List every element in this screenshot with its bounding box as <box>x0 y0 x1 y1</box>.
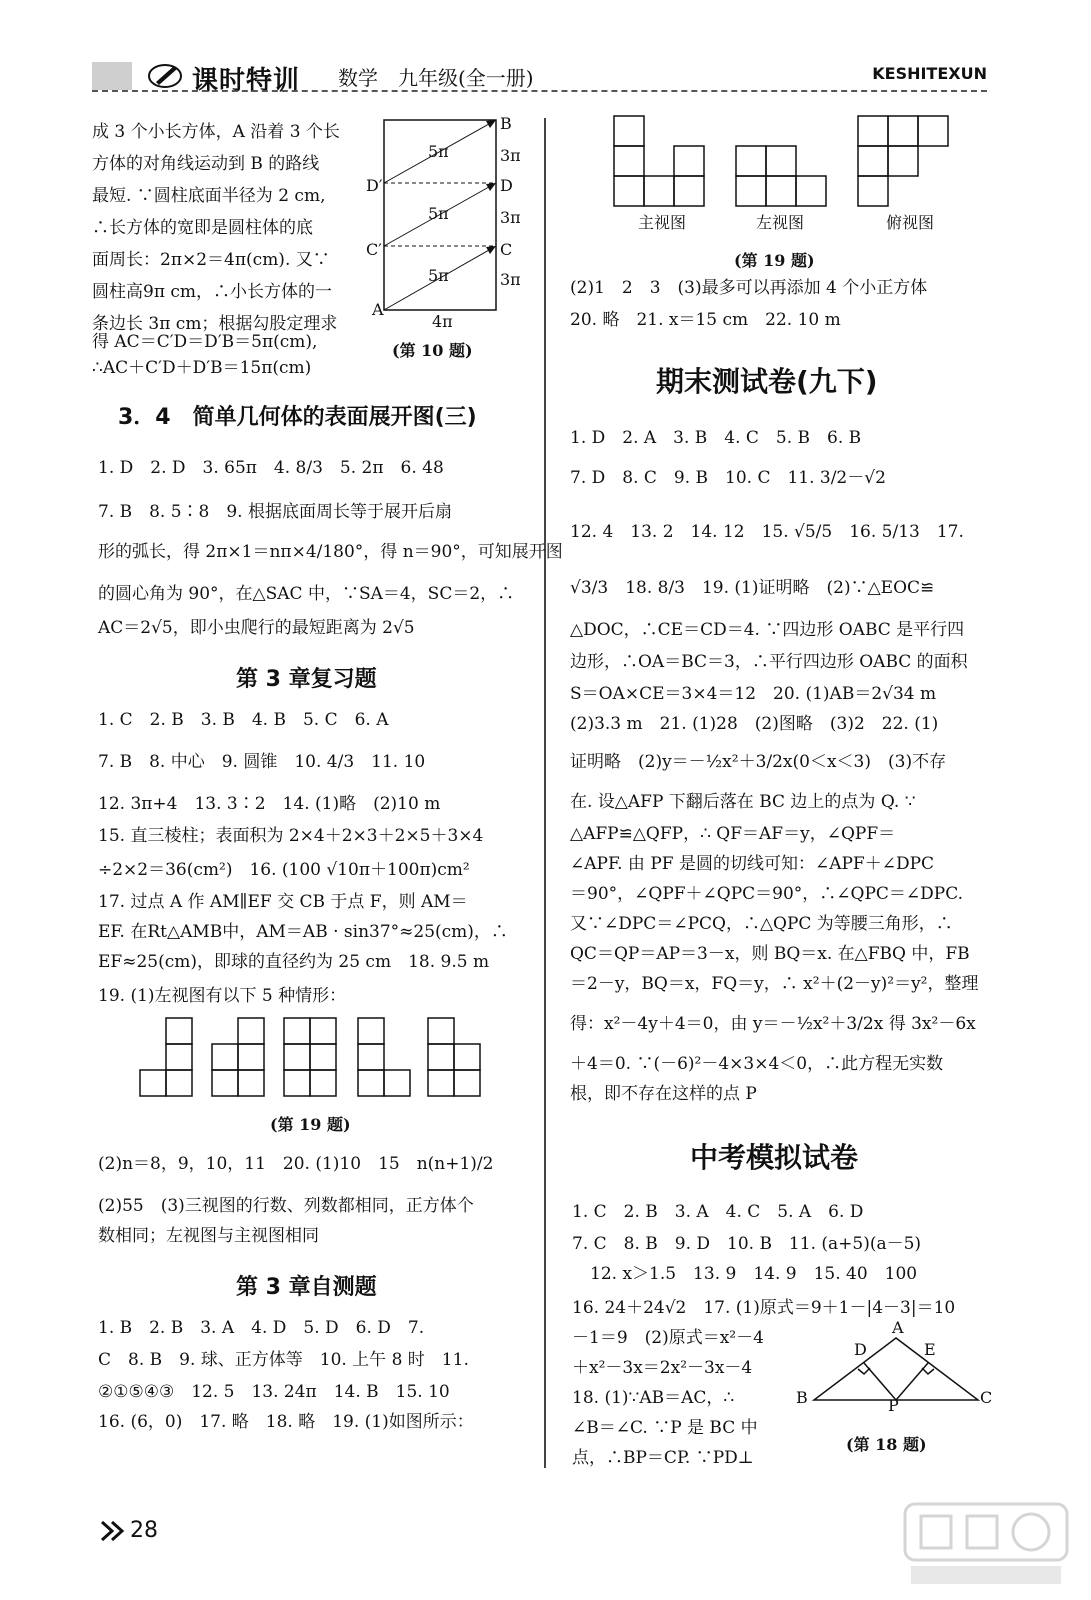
review-line: 1. C 2. B 3. B 4. B 5. C 6. A <box>98 710 389 730</box>
view-label: 左视图 <box>756 213 805 232</box>
fig10-caption: (第 10 题) <box>392 341 473 360</box>
review-line: EF. 在Rt△AMB中，AM＝AB · sin37°≈25(cm)，∴ <box>98 922 508 942</box>
fig18-label: A <box>892 1318 904 1337</box>
final-line: S＝OA×CE＝3×4＝12 20. (1)AB＝2√34 m <box>570 684 937 704</box>
final-line: (2)3.3 m 21. (1)28 (2)图略 (3)2 22. (1) <box>570 714 939 734</box>
review-after-line: (2)n＝8，9，10，11 20. (1)10 15 n(n+1)/2 <box>98 1154 494 1174</box>
review-line: 7. B 8. 中心 9. 圆锥 10. 4/3 11. 10 <box>98 752 426 772</box>
fig10-label: B <box>500 114 512 133</box>
fig18-label: C <box>980 1388 993 1407</box>
fig10-label: D′ <box>366 176 383 195</box>
final-line: ＝2－y，BQ＝x，FQ＝y，∴ x²＋(2－y)²＝y²，整理 <box>570 974 979 994</box>
sec34-line: 形的弧长，得 2π×1＝nπ×4/180°，得 n＝90°，可知展开图 <box>98 542 563 562</box>
column-divider <box>544 118 546 1468</box>
review-line: EF≈25(cm)，即球的直径约为 25 cm 18. 9.5 m <box>98 952 490 972</box>
fig10-label: 5π <box>428 266 449 285</box>
selftest-title: 第 3 章自测题 <box>236 1275 377 1300</box>
review-line: 15. 直三棱柱；表面积为 2×4＋2×3＋2×5＋3×4 <box>98 826 484 846</box>
fig18-caption: (第 18 题) <box>846 1435 927 1454</box>
fig10-label: C′ <box>366 240 382 259</box>
sec34-line: 1. D 2. D 3. 65π 4. 8/3 5. 2π 6. 48 <box>98 458 444 478</box>
p10-line: 得 AC＝C′D＝D′B＝5π(cm), <box>92 332 318 352</box>
header-gray-box <box>92 62 132 90</box>
review-line: ÷2×2＝36(cm²) 16. (100 √10π＋100π)cm² <box>98 860 470 880</box>
fig18-label: B <box>796 1388 808 1407</box>
page-arrow-icon <box>100 1520 126 1542</box>
figure-19-left-views <box>138 1016 508 1100</box>
final-line: 边形，∴OA＝BC＝3，∴平行四边形 OABC 的面积 <box>570 652 968 672</box>
fig19-right-caption: (第 19 题) <box>734 251 815 270</box>
watermark-logo-icon <box>901 1500 1071 1590</box>
mock-line: 点，∴BP＝CP. ∵PD⊥ <box>572 1448 754 1468</box>
final-line: 证明略 (2)y＝－½x²＋3/2x(0＜x＜3) (3)不存 <box>570 752 947 772</box>
sec34-line: AC＝2√5，即小虫爬行的最短距离为 2√5 <box>98 618 415 638</box>
selftest-line: C 8. B 9. 球、正方体等 10. 上午 8 时 11. <box>98 1350 469 1370</box>
pen-logo-icon <box>146 60 184 90</box>
mock-line: ＋x²－3x＝2x²－3x－4 <box>572 1358 753 1378</box>
after19-line: 20. 略 21. x＝15 cm 22. 10 m <box>570 310 841 330</box>
p10-line: 最短. ∵圆柱底面半径为 2 cm, <box>92 186 326 206</box>
mock-line: 16. 24＋24√2 17. (1)原式＝9＋1－|4－3|＝10 <box>572 1298 956 1318</box>
final-line: 7. D 8. C 9. B 10. C 11. 3/2－√2 <box>570 468 886 488</box>
sec34-line: 7. B 8. 5∶8 9. 根据底面周长等于展开后扇 <box>98 502 452 522</box>
selftest-line: 1. B 2. B 3. A 4. D 5. D 6. D 7. <box>98 1318 425 1338</box>
p10-line: 条边长 3π cm；根据勾股定理求 <box>92 314 338 334</box>
header-divider <box>92 90 987 92</box>
view-label: 俯视图 <box>886 213 935 232</box>
final-line: △AFP≌△QFP，∴ QF＝AF＝y，∠QPF＝ <box>570 824 896 844</box>
mock-line: 12. x＞1.5 13. 9 14. 9 15. 40 100 <box>590 1264 918 1284</box>
p10-line: ∴长方体的宽即是圆柱体的底 <box>92 218 313 238</box>
final-line: ∠APF. 由 PF 是圆的切线可知：∠APF＋∠DPC <box>570 854 935 874</box>
mock-title: 中考模拟试卷 <box>690 1141 859 1174</box>
header-subtitle: 数学 九年级(全一册) <box>338 66 534 90</box>
sec34-title: 3．4 简单几何体的表面展开图(三) <box>118 405 477 430</box>
final-line: 在. 设△AFP 下翻后落在 BC 边上的点为 Q. ∵ <box>570 792 916 812</box>
fig10-label: 4π <box>432 312 453 331</box>
fig18-label: D <box>854 1340 867 1359</box>
header-brand: 课时特训 <box>192 66 301 96</box>
fig19-left-caption: (第 19 题) <box>270 1115 351 1134</box>
mock-line: ∠B＝∠C. ∵P 是 BC 中 <box>572 1418 758 1438</box>
review-line: 19. (1)左视图有以下 5 种情形： <box>98 986 347 1006</box>
selftest-line: ②①⑤④③ 12. 5 13. 24π 14. B 15. 10 <box>98 1382 450 1402</box>
page-number: 28 <box>130 1518 158 1543</box>
sec34-line: 的圆心角为 90°，在△SAC 中，∵SA＝4，SC＝2，∴ <box>98 584 515 604</box>
review-after-line: 数相同；左视图与主视图相同 <box>98 1226 319 1246</box>
final-line: ＝90°，∠QPF＋∠QPC＝90°，∴∠QPC＝∠DPC. <box>570 884 964 904</box>
review-line: 12. 3π+4 13. 3∶2 14. (1)略 (2)10 m <box>98 794 441 814</box>
final-line: QC＝QP＝AP＝3－x，则 BQ＝x. 在△FBQ 中，FB <box>570 944 970 964</box>
fig18-label: E <box>924 1340 936 1359</box>
selftest-line: 16. (6，0) 17. 略 18. 略 19. (1)如图所示： <box>98 1412 474 1432</box>
fig10-label: A <box>372 300 384 319</box>
fig18-label: P <box>888 1396 899 1415</box>
final-line: 又∵∠DPC＝∠PCQ，∴△QPC 为等腰三角形，∴ <box>570 914 953 934</box>
view-label: 主视图 <box>638 213 687 232</box>
final-line: √3/3 18. 8/3 19. (1)证明略 (2)∵△EOC≌ <box>570 578 935 598</box>
fig10-label: 3π <box>500 208 521 227</box>
review-after-line: (2)55 (3)三视图的行数、列数都相同，正方体个 <box>98 1196 474 1216</box>
mock-line: －1＝9 (2)原式＝x²－4 <box>572 1328 764 1348</box>
final-line: 1. D 2. A 3. B 4. C 5. B 6. B <box>570 428 862 448</box>
final-line: △DOC，∴CE＝CD＝4. ∵四边形 OABC 是平行四 <box>570 620 965 640</box>
p10-line: 圆柱高9π cm，∴小长方体的一 <box>92 282 333 302</box>
fig10-label: 3π <box>500 146 521 165</box>
figure-19-three-views <box>610 114 960 214</box>
final-line: 根，即不存在这样的点 P <box>570 1084 757 1104</box>
final-line: 12. 4 13. 2 14. 12 15. √5/5 16. 5/13 17. <box>570 522 964 542</box>
p10-line: 成 3 个小长方体，A 沿着 3 个长 <box>92 122 340 142</box>
p10-line: 面周长：2π×2＝4π(cm). 又∵ <box>92 250 330 270</box>
fig10-label: 3π <box>500 270 521 289</box>
after19-line: (2)1 2 3 (3)最多可以再添加 4 个小正方体 <box>570 278 928 298</box>
final-title: 期末测试卷(九下) <box>656 365 878 398</box>
final-line: ＋4＝0. ∵(－6)²－4×3×4＜0，∴此方程无实数 <box>570 1054 944 1074</box>
fig10-label: 5π <box>428 142 449 161</box>
mock-line: 1. C 2. B 3. A 4. C 5. A 6. D <box>572 1202 864 1222</box>
p10-line: ∴AC＋C′D＋D′B＝15π(cm) <box>92 358 312 378</box>
fig10-label: D <box>500 176 513 195</box>
header-latin: KESHITEXUN <box>872 64 987 83</box>
p10-line: 方体的对角线运动到 B 的路线 <box>92 154 320 174</box>
final-line: 得：x²－4y＋4＝0，由 y＝－½x²＋3/2x 得 3x²－6x <box>570 1014 976 1034</box>
fig10-label: 5π <box>428 204 449 223</box>
review-line: 17. 过点 A 作 AM∥EF 交 CB 于点 F，则 AM＝ <box>98 892 468 912</box>
fig10-label: C <box>500 240 513 259</box>
mock-line: 7. C 8. B 9. D 10. B 11. (a+5)(a－5) <box>572 1234 922 1254</box>
mock-line: 18. (1)∵AB＝AC，∴ <box>572 1388 735 1408</box>
review-title: 第 3 章复习题 <box>236 667 377 692</box>
